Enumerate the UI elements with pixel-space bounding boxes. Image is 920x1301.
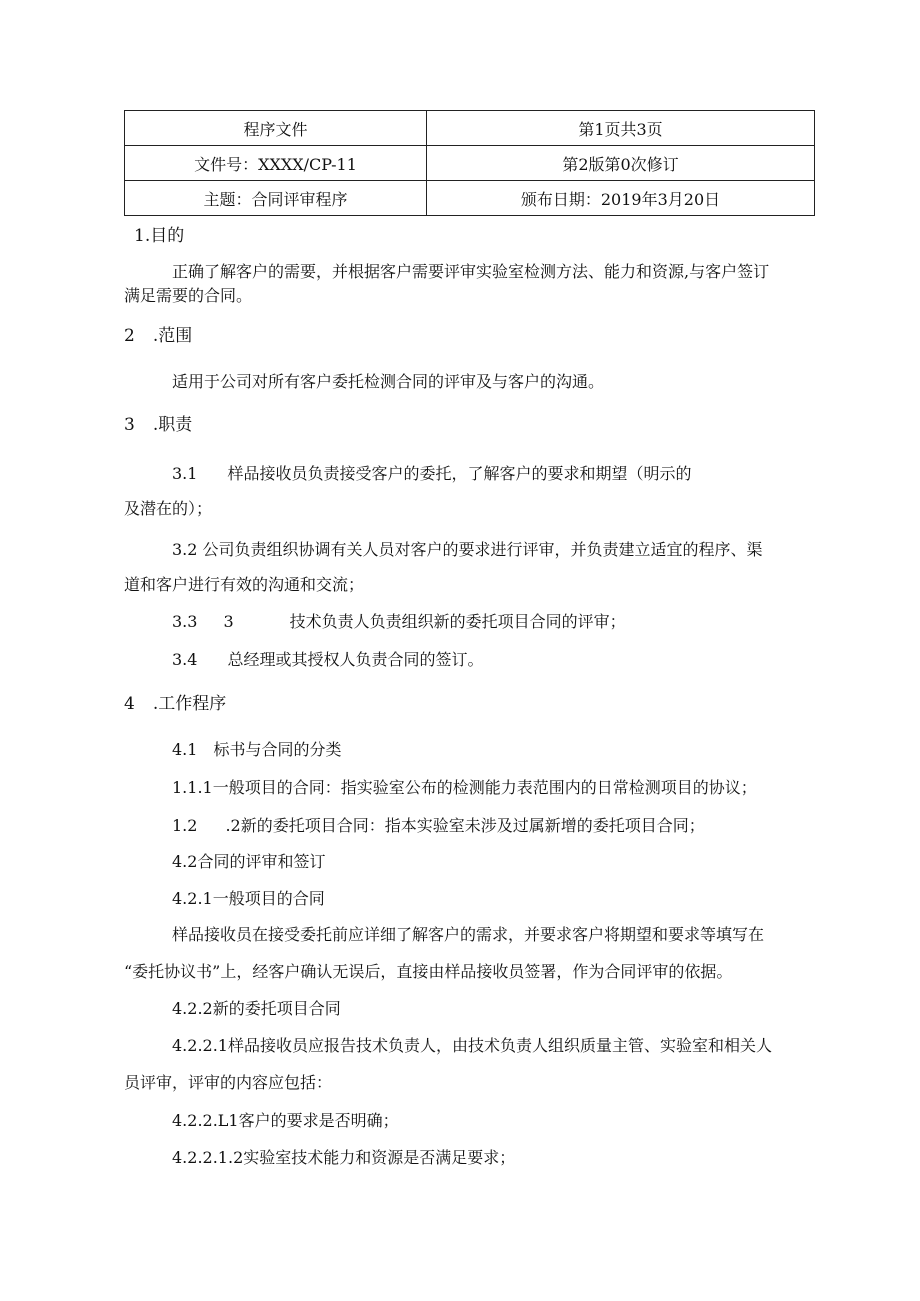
section-1-paragraph-line: 正确了解客户的需要，并根据客户需要评审实验室检测方法、能力和资源,与客户签订 bbox=[172, 262, 770, 281]
item-1-2-number: 1.2 bbox=[172, 816, 198, 835]
section-1-heading: 1.目的 bbox=[134, 226, 185, 246]
item-1-2-text: .2新的委托项目合同：指本实验室未涉及过属新增的委托项目合同； bbox=[225, 816, 705, 835]
item-4-1-text: 标书与合同的分类 bbox=[213, 740, 342, 759]
item-1-1-1: 1.1.1一般项目的合同：指实验室公布的检测能力表范围内的日常检测项目的协议； bbox=[172, 778, 757, 797]
item-4-2: 4.2合同的评审和签订 bbox=[172, 852, 326, 871]
item-1-2 bbox=[172, 813, 705, 836]
section-2-heading bbox=[124, 321, 192, 346]
item-3-3 bbox=[172, 609, 626, 632]
item-3-1-continuation: 及潜在的）； bbox=[124, 499, 213, 518]
section-2-paragraph: 适用于公司对所有客户委托检测合同的评审及与客户的沟通。 bbox=[172, 372, 605, 391]
section-3-heading bbox=[124, 410, 192, 435]
item-4-2-1-paragraph-line: 样品接收员在接受委托前应详细了解客户的需求，并要求客户将期望和要求等填写在 bbox=[172, 925, 765, 944]
item-3-1-text: 样品接收员负责接受客户的委托，了解客户的要求和期望（明示的 bbox=[227, 464, 692, 483]
item-3-3-number: 3.3 bbox=[172, 612, 198, 631]
item-3-4 bbox=[172, 647, 483, 670]
item-3-3-subnumber: 3 bbox=[223, 612, 234, 631]
item-3-2: 3.2 公司负责组织协调有关人员对客户的要求进行评审，并负责建立适宜的程序、渠 bbox=[172, 540, 763, 559]
item-4-2-2-1-2: 4.2.2.1.2实验室技术能力和资源是否满足要求； bbox=[172, 1148, 516, 1167]
header-row bbox=[125, 111, 815, 146]
item-3-3-text: 技术负责人负责组织新的委托项目合同的评审； bbox=[289, 612, 626, 631]
section-2-title: .范围 bbox=[152, 326, 193, 346]
header-row bbox=[125, 146, 815, 181]
header-doc-number: 文件号：XXXX/CP-11 bbox=[125, 146, 427, 181]
header-revision: 第2版第0次修订 bbox=[427, 146, 815, 181]
item-4-2-1: 4.2.1一般项目的合同 bbox=[172, 889, 325, 908]
item-3-4-text: 总经理或其授权人负责合同的签订。 bbox=[227, 650, 484, 669]
item-4-2-2: 4.2.2新的委托项目合同 bbox=[172, 999, 341, 1018]
item-3-2-continuation: 道和客户进行有效的沟通和交流； bbox=[124, 575, 365, 594]
section-4-title: .工作程序 bbox=[152, 694, 227, 714]
item-4-2-2-1-continuation: 员评审，评审的内容应包括： bbox=[124, 1073, 333, 1092]
item-4-1-number: 4.1 bbox=[172, 740, 198, 759]
section-4-heading bbox=[124, 689, 226, 714]
header-doc-type: 程序文件 bbox=[125, 111, 427, 146]
item-3-1-number: 3.1 bbox=[172, 464, 198, 483]
section-1-paragraph-line: 满足需要的合同。 bbox=[124, 286, 253, 305]
item-4-1 bbox=[172, 737, 341, 760]
item-4-2-1-paragraph-line: “委托协议书”上，经客户确认无误后，直接由样品接收员签署，作为合同评审的依据。 bbox=[124, 962, 733, 981]
section-4-number: 4 bbox=[124, 694, 135, 714]
item-4-2-2-1-1: 4.2.2.L1客户的要求是否明确； bbox=[172, 1111, 399, 1130]
section-3-title: .职责 bbox=[152, 415, 193, 435]
document-header-table bbox=[124, 110, 815, 216]
section-2-number: 2 bbox=[124, 326, 135, 346]
header-row bbox=[125, 181, 815, 216]
header-subject: 主题：合同评审程序 bbox=[125, 181, 427, 216]
item-3-1 bbox=[172, 461, 691, 484]
item-4-2-2-1: 4.2.2.1样品接收员应报告技术负责人，由技术负责人组织质量主管、实验室和相关人 bbox=[172, 1036, 772, 1055]
header-issue-date: 颁布日期：2019年3月20日 bbox=[427, 181, 815, 216]
header-page-info: 第1页共3页 bbox=[427, 111, 815, 146]
item-3-4-number: 3.4 bbox=[172, 650, 198, 669]
section-3-number: 3 bbox=[124, 415, 135, 435]
